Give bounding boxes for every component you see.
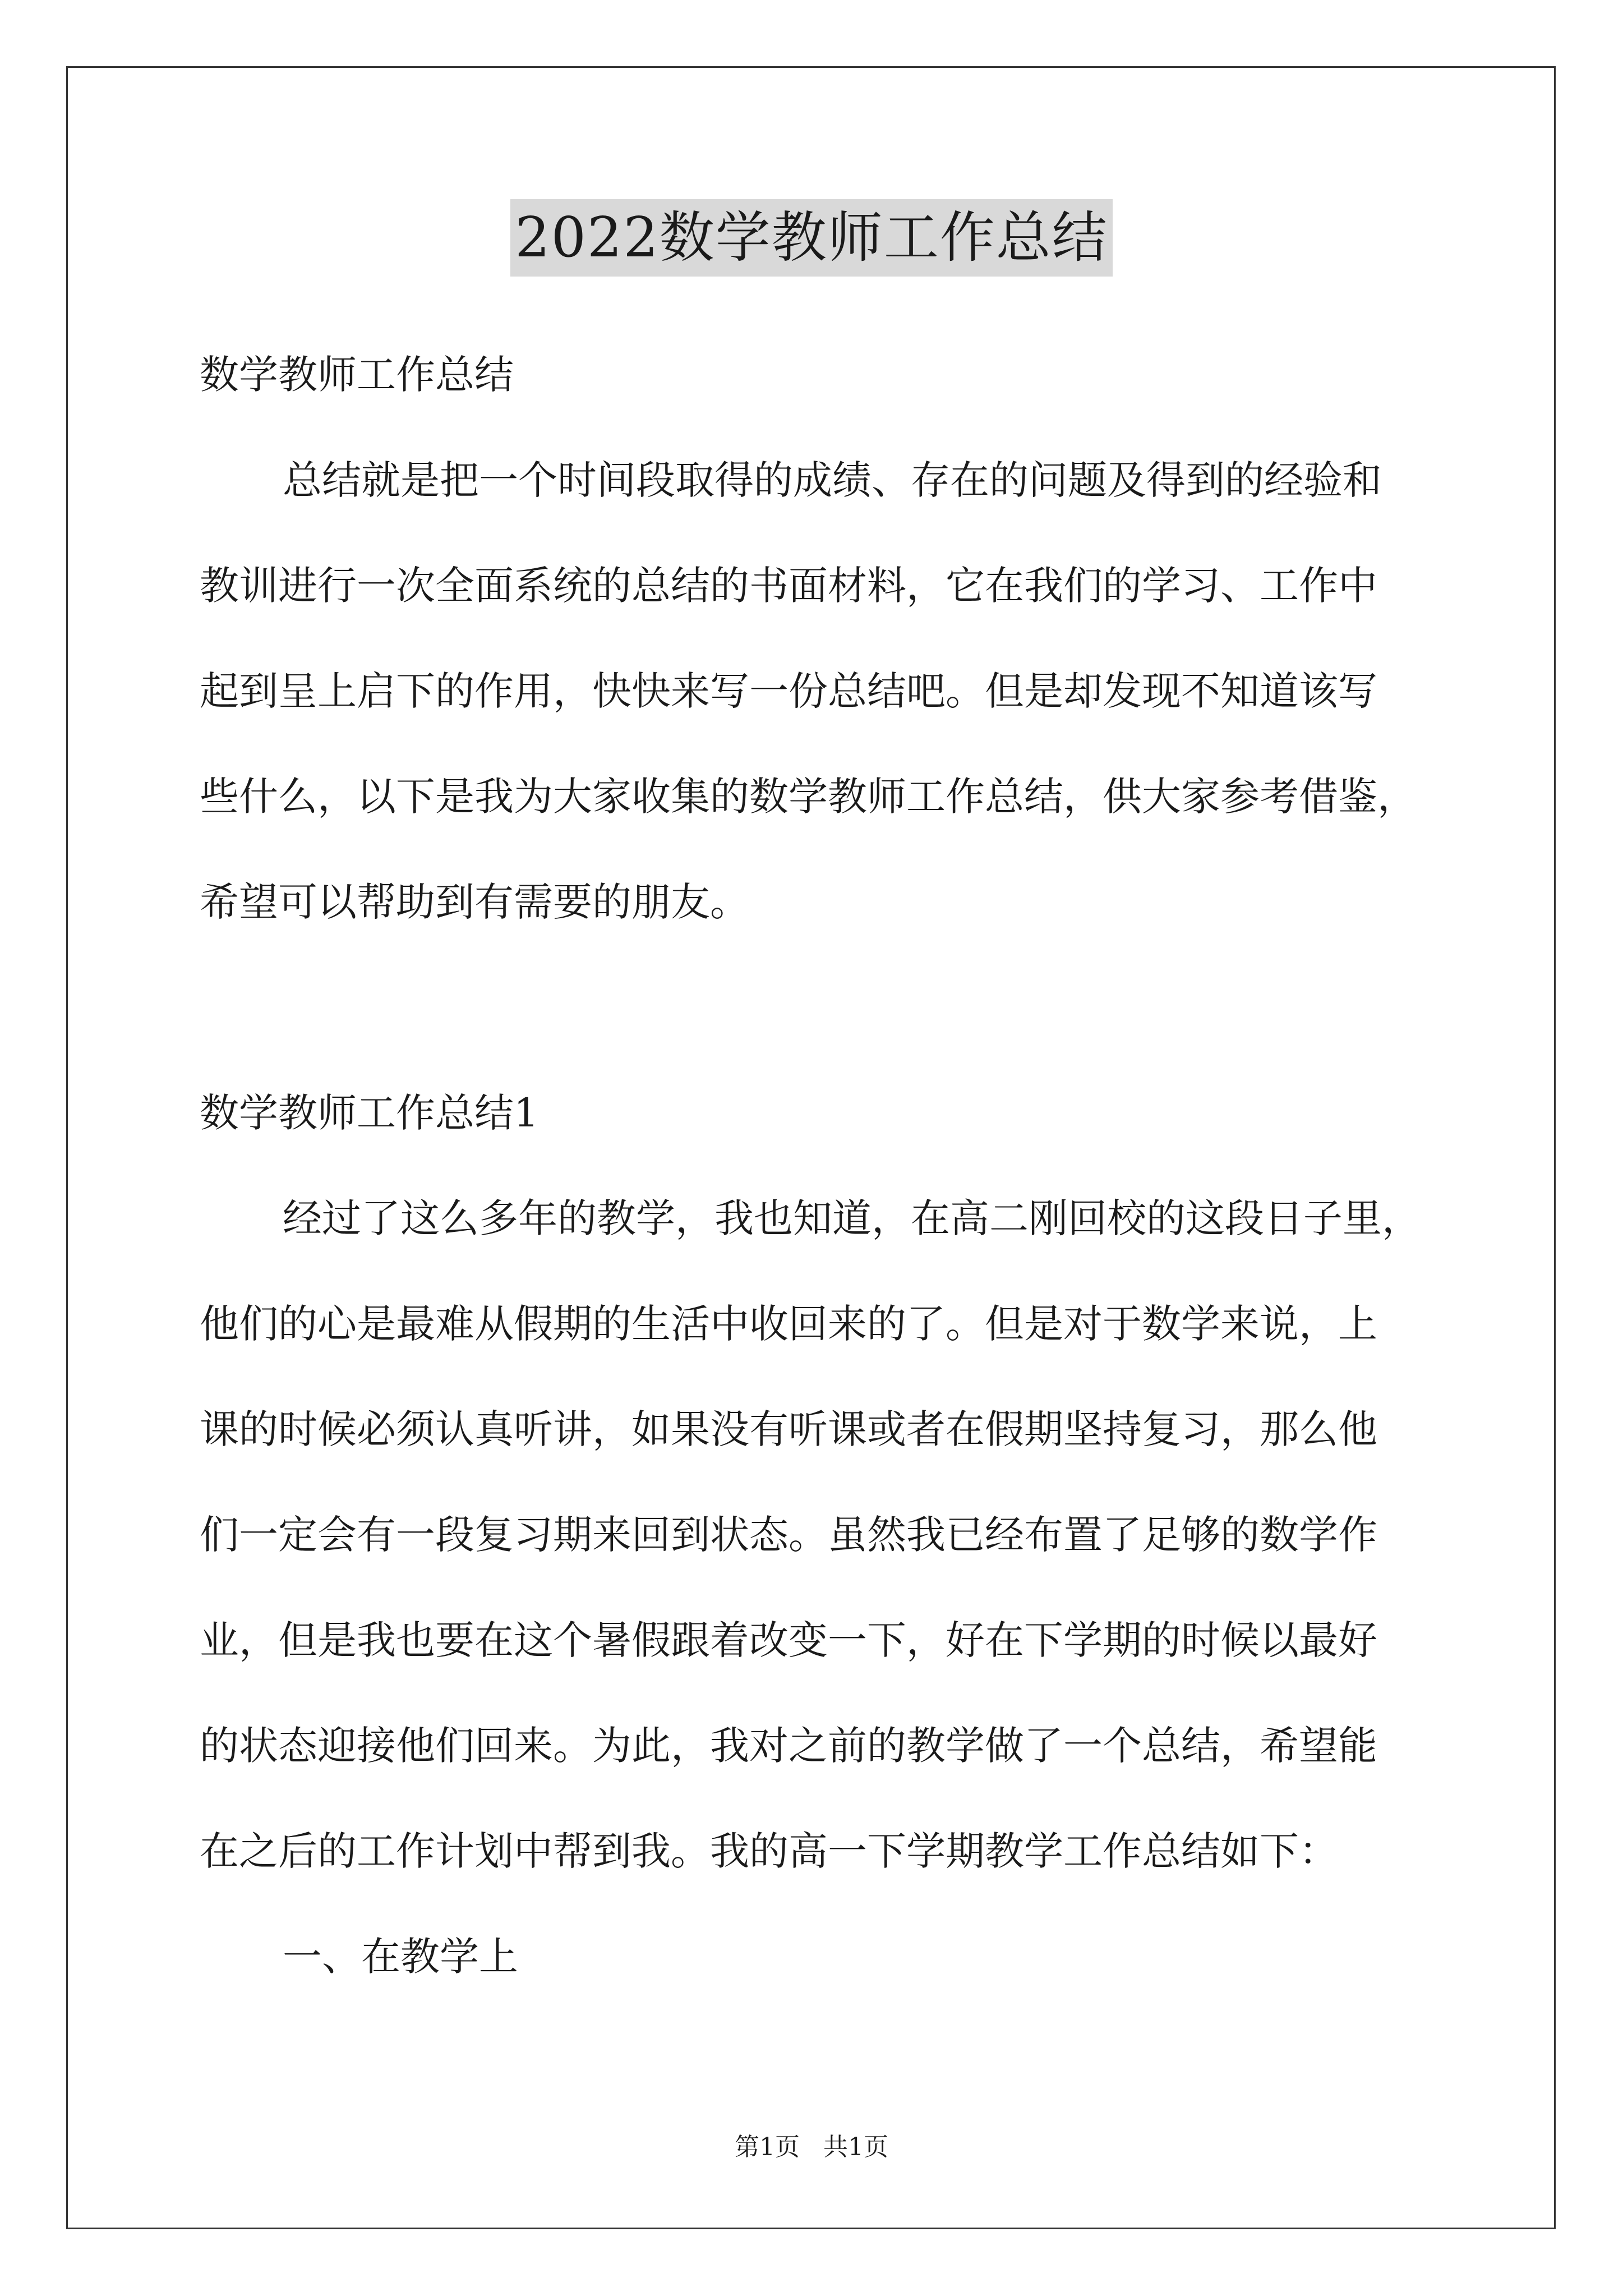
intro-line: 教训进行一次全面系统的总结的书面材料，它在我们的学习、工作中: [200, 563, 1377, 609]
section-line: 课的时候必须认真听讲，如果没有听课或者在假期坚持复习，那么他: [200, 1406, 1377, 1452]
page-footer: [0, 2131, 1623, 2164]
page-number: 第1页: [735, 2133, 800, 2161]
intro-line: 总结就是把一个时间段取得的成绩、存在的问题及得到的经验和: [283, 457, 1382, 503]
section-spacer: [200, 981, 1467, 1086]
title-container: [0, 199, 1623, 277]
section-line: 在之后的工作计划中帮到我。我的高一下学期教学工作总结如下：: [200, 1828, 1338, 1874]
document-subtitle: 数学教师工作总结: [200, 352, 514, 398]
intro-line: 起到呈上启下的作用，快快来写一份总结吧。但是却发现不知道该写: [200, 668, 1377, 714]
section-line: 们一定会有一段复习期来回到状态。虽然我已经布置了足够的数学作: [200, 1512, 1377, 1558]
section-line: 经过了这么多年的教学，我也知道，在高二刚回校的这段日子里，: [283, 1195, 1421, 1241]
section-line: 业，但是我也要在这个暑假跟着改变一下，好在下学期的时候以最好: [200, 1617, 1377, 1663]
page-total: 共1页: [823, 2133, 888, 2161]
subheading: 一、在教学上: [283, 1934, 518, 1980]
section-line: 的状态迎接他们回来。为此，我对之前的教学做了一个总结，希望能: [200, 1723, 1377, 1769]
section-line: 他们的心是最难从假期的生活中收回来的了。但是对于数学来说，上: [200, 1301, 1377, 1347]
section-heading: 数学教师工作总结1: [200, 1090, 539, 1136]
document-body: [200, 348, 1467, 2035]
intro-line: 些什么，以下是我为大家收集的数学教师工作总结，供大家参考借鉴，: [200, 774, 1417, 820]
intro-line: 希望可以帮助到有需要的朋友。: [200, 879, 749, 925]
document-title: 2022数学教师工作总结: [510, 199, 1112, 277]
